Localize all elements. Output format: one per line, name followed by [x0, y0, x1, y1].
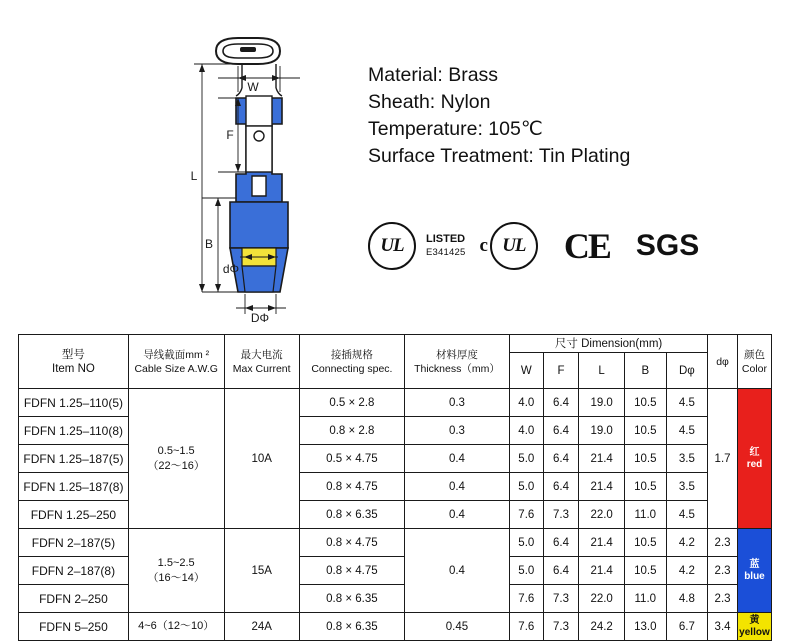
th-thickness: [404, 335, 509, 389]
cul-mark-text: UL: [502, 235, 526, 256]
th-dimension-label: 尺寸 Dimension(mm): [554, 337, 663, 350]
cell-item: FDFN 1.25–250: [19, 501, 129, 529]
th-dphi: [708, 335, 738, 389]
table-row: [19, 613, 772, 641]
cable-size-awg: （16～14）: [147, 571, 205, 584]
table-header-row-1: [19, 335, 772, 353]
th-connecting-spec-cn: 接插规格: [330, 348, 373, 361]
cell-connecting: 0.8 × 2.8: [299, 417, 404, 445]
cell-b: 13.0: [624, 613, 666, 641]
ul-mark-text: UL: [380, 235, 404, 256]
cell-color-yellow: [737, 613, 771, 641]
th-color-cn: 颜色: [743, 348, 765, 361]
spec-table-wrap: [18, 334, 772, 641]
cell-connecting: 0.8 × 4.75: [299, 557, 404, 585]
th-dim-l: L: [579, 353, 625, 389]
th-connecting-spec: [299, 335, 404, 389]
cell-thickness: 0.45: [404, 613, 509, 641]
cell-connecting: 0.5 × 2.8: [299, 389, 404, 417]
dim-label-d-big: DΦ: [250, 311, 270, 325]
cell-b: 10.5: [624, 417, 666, 445]
cell-thickness: 0.4: [404, 445, 509, 473]
cell-item: FDFN 1.25–187(8): [19, 473, 129, 501]
cell-w: 7.6: [509, 501, 543, 529]
cell-f: 7.3: [543, 585, 579, 613]
cell-item: FDFN 1.25–110(5): [19, 389, 129, 417]
cell-d: 4.8: [666, 585, 708, 613]
spec-line-temperature: Temperature: 105℃: [368, 118, 543, 140]
cell-d: 4.5: [666, 501, 708, 529]
listed-title: LISTED: [426, 233, 466, 245]
cell-b: 10.5: [624, 473, 666, 501]
color-name-cn: 红: [749, 446, 760, 458]
cell-w: 5.0: [509, 557, 543, 585]
cul-mark-text-wrap: [490, 222, 538, 270]
cell-l: 21.4: [579, 529, 625, 557]
cell-f: 7.3: [543, 613, 579, 641]
th-dphi-label: dφ: [716, 355, 729, 368]
cell-b: 11.0: [624, 585, 666, 613]
cell-item: FDFN 5–250: [19, 613, 129, 641]
spec-line-sheath: Sheath: Nylon: [368, 91, 491, 113]
ce-icon: CE: [563, 226, 610, 266]
th-cable-size: [128, 335, 224, 389]
cell-w: 5.0: [509, 529, 543, 557]
th-item-no: [19, 335, 129, 389]
th-color-en: Color: [741, 362, 768, 375]
listed-code: E341425: [426, 247, 466, 258]
cable-size-awg: （22～16）: [147, 459, 205, 472]
cell-l: 19.0: [579, 389, 625, 417]
cell-b: 11.0: [624, 501, 666, 529]
th-max-current: [224, 335, 299, 389]
cell-w: 4.0: [509, 417, 543, 445]
dim-label-f: F: [226, 128, 234, 142]
cell-thickness: 0.4: [404, 501, 509, 529]
table-row: [19, 529, 772, 557]
cell-w: 5.0: [509, 445, 543, 473]
cul-prefix: c: [479, 235, 488, 256]
color-name-en: blue: [744, 570, 765, 582]
cell-d: 4.2: [666, 557, 708, 585]
color-name-en: red: [746, 458, 763, 470]
cell-thickness: 0.3: [404, 417, 509, 445]
dim-label-l: L: [190, 169, 198, 183]
th-dim-b: B: [624, 353, 666, 389]
spec-line-material: Material: Brass: [368, 64, 499, 86]
cell-connecting: 0.8 × 6.35: [299, 585, 404, 613]
cell-d: 4.5: [666, 417, 708, 445]
cell-b: 10.5: [624, 557, 666, 585]
th-connecting-spec-en: Connecting spec.: [311, 362, 393, 375]
cell-l: 24.2: [579, 613, 625, 641]
cell-dphi: 2.3: [708, 529, 738, 557]
th-max-current-en: Max Current: [232, 362, 291, 375]
dim-label-b: B: [204, 237, 214, 251]
color-name-cn: 黄: [749, 614, 760, 626]
cell-w: 7.6: [509, 585, 543, 613]
th-item-no-cn: 型号: [61, 348, 85, 361]
cell-f: 6.4: [543, 529, 579, 557]
color-name-cn: 蓝: [749, 558, 760, 570]
cell-l: 22.0: [579, 501, 625, 529]
certification-logos: [368, 218, 699, 274]
cell-max-current: 24A: [224, 613, 299, 641]
cell-item: FDFN 1.25–110(8): [19, 417, 129, 445]
cell-b: 10.5: [624, 389, 666, 417]
cell-d: 4.5: [666, 389, 708, 417]
cell-l: 21.4: [579, 557, 625, 585]
spec-text-block: [368, 62, 630, 170]
cell-l: 21.4: [579, 445, 625, 473]
cell-color-blue: [737, 529, 771, 613]
th-dim-d: Dφ: [666, 353, 708, 389]
cell-item: FDFN 2–187(8): [19, 557, 129, 585]
th-cable-size-en: Cable Size A.W.G: [134, 362, 218, 375]
cell-l: 21.4: [579, 473, 625, 501]
cell-item: FDFN 2–187(5): [19, 529, 129, 557]
cell-cable-size: 4~6（12～10）: [128, 613, 224, 641]
cell-cable-size: [128, 529, 224, 613]
cell-f: 6.4: [543, 417, 579, 445]
cell-b: 10.5: [624, 529, 666, 557]
cell-f: 6.4: [543, 473, 579, 501]
cell-w: 4.0: [509, 389, 543, 417]
cell-dphi: 2.3: [708, 557, 738, 585]
cell-max-current: 10A: [224, 389, 299, 529]
cell-thickness: 0.4: [404, 473, 509, 501]
cell-color-red: [737, 389, 771, 529]
cell-thickness: 0.3: [404, 389, 509, 417]
ul-icon: [368, 222, 416, 270]
th-thickness-en: Thickness（mm）: [414, 362, 500, 375]
cell-f: 7.3: [543, 501, 579, 529]
color-name-en: yellow: [739, 626, 770, 638]
th-thickness-cn: 材料厚度: [435, 348, 478, 361]
cable-size-value: 0.5~1.5: [157, 444, 195, 457]
dim-label-d-small: dΦ: [222, 262, 240, 276]
table-body: [19, 389, 772, 641]
table-head: [19, 335, 772, 389]
cell-connecting: 0.8 × 6.35: [299, 501, 404, 529]
table-row: [19, 389, 772, 417]
cell-d: 3.5: [666, 473, 708, 501]
cell-f: 6.4: [543, 557, 579, 585]
cell-w: 7.6: [509, 613, 543, 641]
cable-size-value: 1.5~2.5: [157, 556, 195, 569]
th-dim-f: F: [543, 353, 579, 389]
cul-icon: [479, 222, 537, 270]
cell-l: 22.0: [579, 585, 625, 613]
cell-d: 3.5: [666, 445, 708, 473]
cell-l: 19.0: [579, 417, 625, 445]
cell-w: 5.0: [509, 473, 543, 501]
cell-connecting: 0.8 × 4.75: [299, 473, 404, 501]
cell-f: 6.4: [543, 389, 579, 417]
cell-item: FDFN 1.25–187(5): [19, 445, 129, 473]
cell-connecting: 0.8 × 6.35: [299, 613, 404, 641]
cell-max-current: 15A: [224, 529, 299, 613]
cell-d: 4.2: [666, 529, 708, 557]
cell-b: 10.5: [624, 445, 666, 473]
sgs-icon: SGS: [635, 229, 700, 262]
cell-f: 6.4: [543, 445, 579, 473]
cell-dphi: 2.3: [708, 585, 738, 613]
dim-label-w: W: [247, 80, 259, 94]
spec-table: [18, 334, 772, 641]
product-drawing: [90, 8, 370, 328]
terminal-illustration: [216, 38, 288, 292]
th-dimension-group: [509, 335, 707, 353]
drawing-svg: [90, 8, 370, 328]
th-color: [737, 335, 771, 389]
cell-thickness: 0.4: [404, 529, 509, 613]
cell-connecting: 0.8 × 4.75: [299, 529, 404, 557]
th-dim-w: W: [509, 353, 543, 389]
cell-d: 6.7: [666, 613, 708, 641]
cell-cable-size: [128, 389, 224, 529]
ul-listed-text: [426, 233, 465, 259]
th-max-current-cn: 最大电流: [240, 348, 283, 361]
th-item-no-en: Item NO: [52, 362, 95, 375]
th-cable-size-cn: 导线截面mm ²: [143, 348, 210, 361]
spec-line-surface-treatment: Surface Treatment: Tin Plating: [368, 145, 631, 167]
cell-dphi: 3.4: [708, 613, 738, 641]
cell-item: FDFN 2–250: [19, 585, 129, 613]
cell-connecting: 0.5 × 4.75: [299, 445, 404, 473]
cell-dphi: 1.7: [708, 389, 738, 529]
